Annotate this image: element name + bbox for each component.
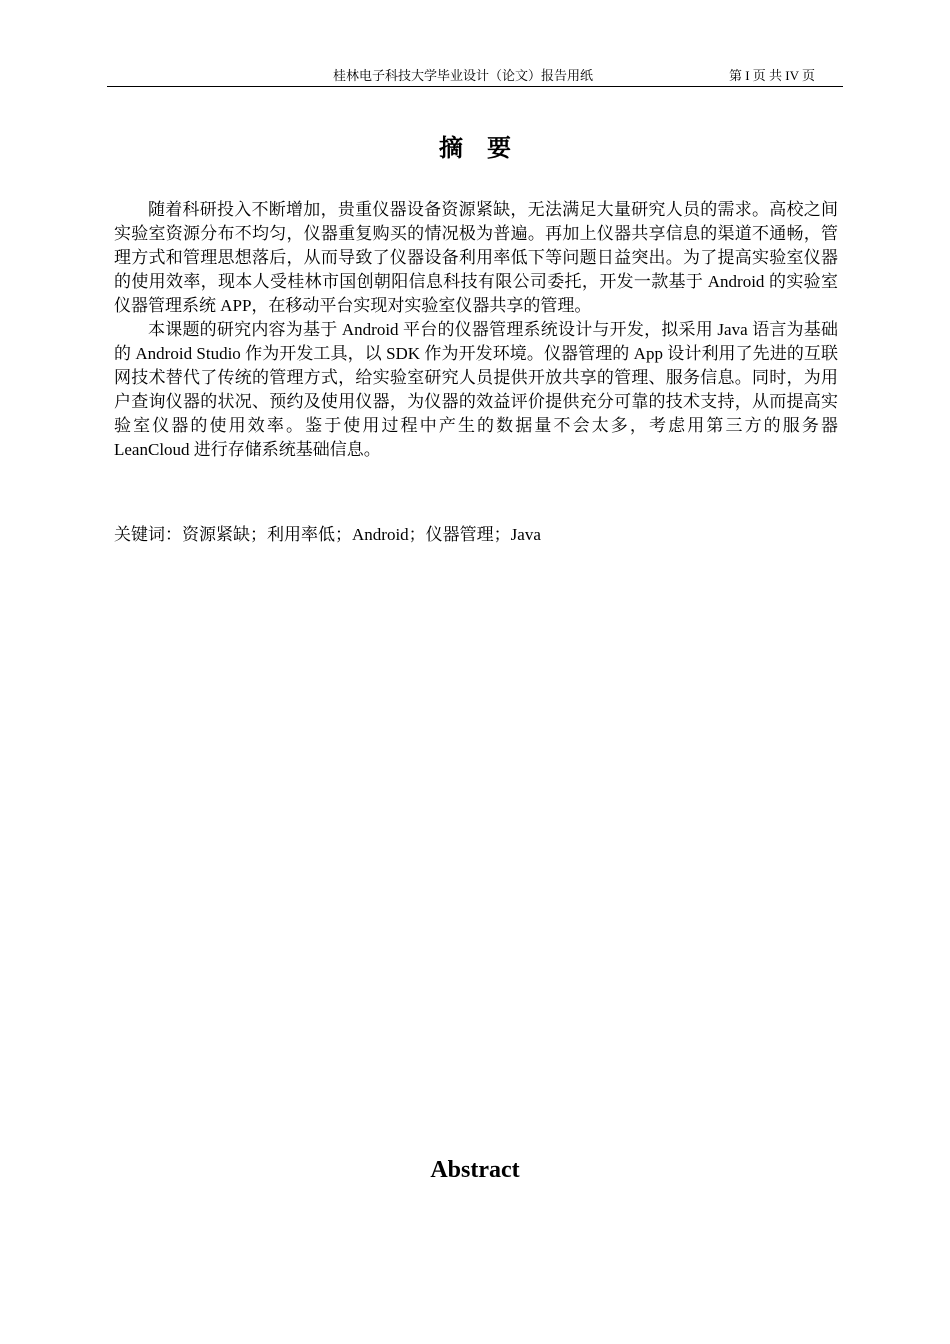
abstract-en-title: Abstract [430,1157,520,1183]
keywords-line [114,523,838,547]
abstract-paragraph-1: 随着科研投入不断增加，贵重仪器设备资源紧缺，无法满足大量研究人员的需求。高校之间实验室资源分布不均匀，仪器重复购买的情况极为普遍。再加上仪器共享信息的渠道不通畅，管理方式和管理思想落后，从而导致了仪器设备利用率低下等问题日益突出。为了提高实验室仪器的使用效率，现本人受桂林市国创朝阳信息科技有限公司委托，开发一款基于 Android 的实验室仪器管理系统 APP，在移动平台实现对实验室仪器共享的管理。 [114,200,838,315]
keywords-label: 关键词： [114,525,182,545]
header-page-number: 第 I 页 共 IV 页 [728,68,815,83]
keywords-text: 资源紧缺；利用率低；Android；仪器管理；Java [182,525,541,544]
page-header [107,66,843,87]
header-title: 桂林电子科技大学毕业设计（论文）报告用纸 [333,68,594,83]
abstract-paragraph-2: 本课题的研究内容为基于 Android 平台的仪器管理系统设计与开发，拟采用 Java 语言为基础的 Android Studio 作为开发工具，以 SDK 作为开发环境。仪器管理的 App 设计利用了先进的互联网技术替代了传统的管理方式，给实验室研究人员提供开放共享的管理、服务信息。同时，为用户查询仪器的状况、预约及使用仪器，为仪器的效益评价提供充分可靠的技术支持，从而提高实验室仪器的使用效率。鉴于使用过程中产生的数据量不会太多，考虑用第三方的服务器 LeanCloud 进行存储系统基础信息。 [114,320,838,459]
abstract-zh-body [114,198,838,462]
abstract-zh-title: 摘要 [439,136,535,162]
